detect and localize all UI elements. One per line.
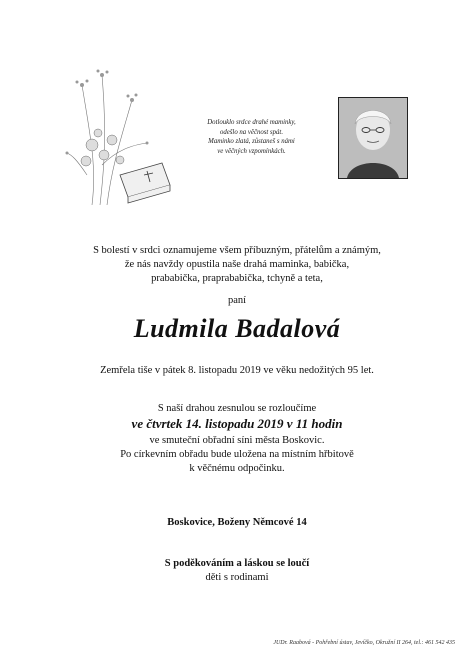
intro-text (0, 244, 474, 286)
farewell-details (0, 434, 474, 476)
portrait-photo (338, 97, 408, 179)
verse-line: Maminko zlatá, zůstaneš s námi (208, 138, 295, 145)
footer: JUDr. Raabová - Pohřební ústav, Jevíčko, Okružní II 264, tel.: 461 542 435 (273, 640, 455, 646)
verse (184, 118, 319, 156)
intro-line: prababička, praprababička, tchyně a teta, (151, 273, 323, 284)
farewell-line: k věčnému odpočinku. (189, 463, 285, 474)
address: Boskovice, Boženy Němcové 14 (167, 517, 307, 528)
thanks-title: S poděkováním a láskou se loučí (164, 558, 310, 569)
thanks-subtitle: děti s rodinami (205, 572, 269, 583)
death-notice: Zemřela tiše v pátek 8. listopadu 2019 ve věku nedožitých 95 let. (100, 365, 374, 376)
flower-bouquet-icon (62, 55, 182, 215)
verse-line: odešlo na věčnost spát. (219, 128, 284, 136)
pani-label: paní (227, 295, 247, 306)
farewell-date: ve čtvrtek 14. listopadu 2019 v 11 hodin (131, 416, 343, 431)
flower-illustration (62, 55, 182, 215)
farewell-line: ve smuteční obřadní síni města Boskovic. (149, 435, 325, 446)
portrait-icon (339, 98, 407, 178)
intro-line: S bolestí v srdci oznamujeme všem příbuzným, přátelům a známým, (93, 245, 381, 256)
verse-line: Dotlouklo srdce drahé maminky, (207, 119, 296, 126)
farewell-line: Po církevním obřadu bude uložena na místním hřbitově (120, 449, 354, 460)
farewell-intro: S naší drahou zesnulou se rozloučíme (157, 403, 317, 414)
intro-line: že nás navždy opustila naše drahá maminka, babička, (124, 259, 350, 270)
verse-line: ve věčných vzpomínkách. (217, 147, 286, 155)
deceased-name: Ludmila Badalová (133, 314, 341, 343)
